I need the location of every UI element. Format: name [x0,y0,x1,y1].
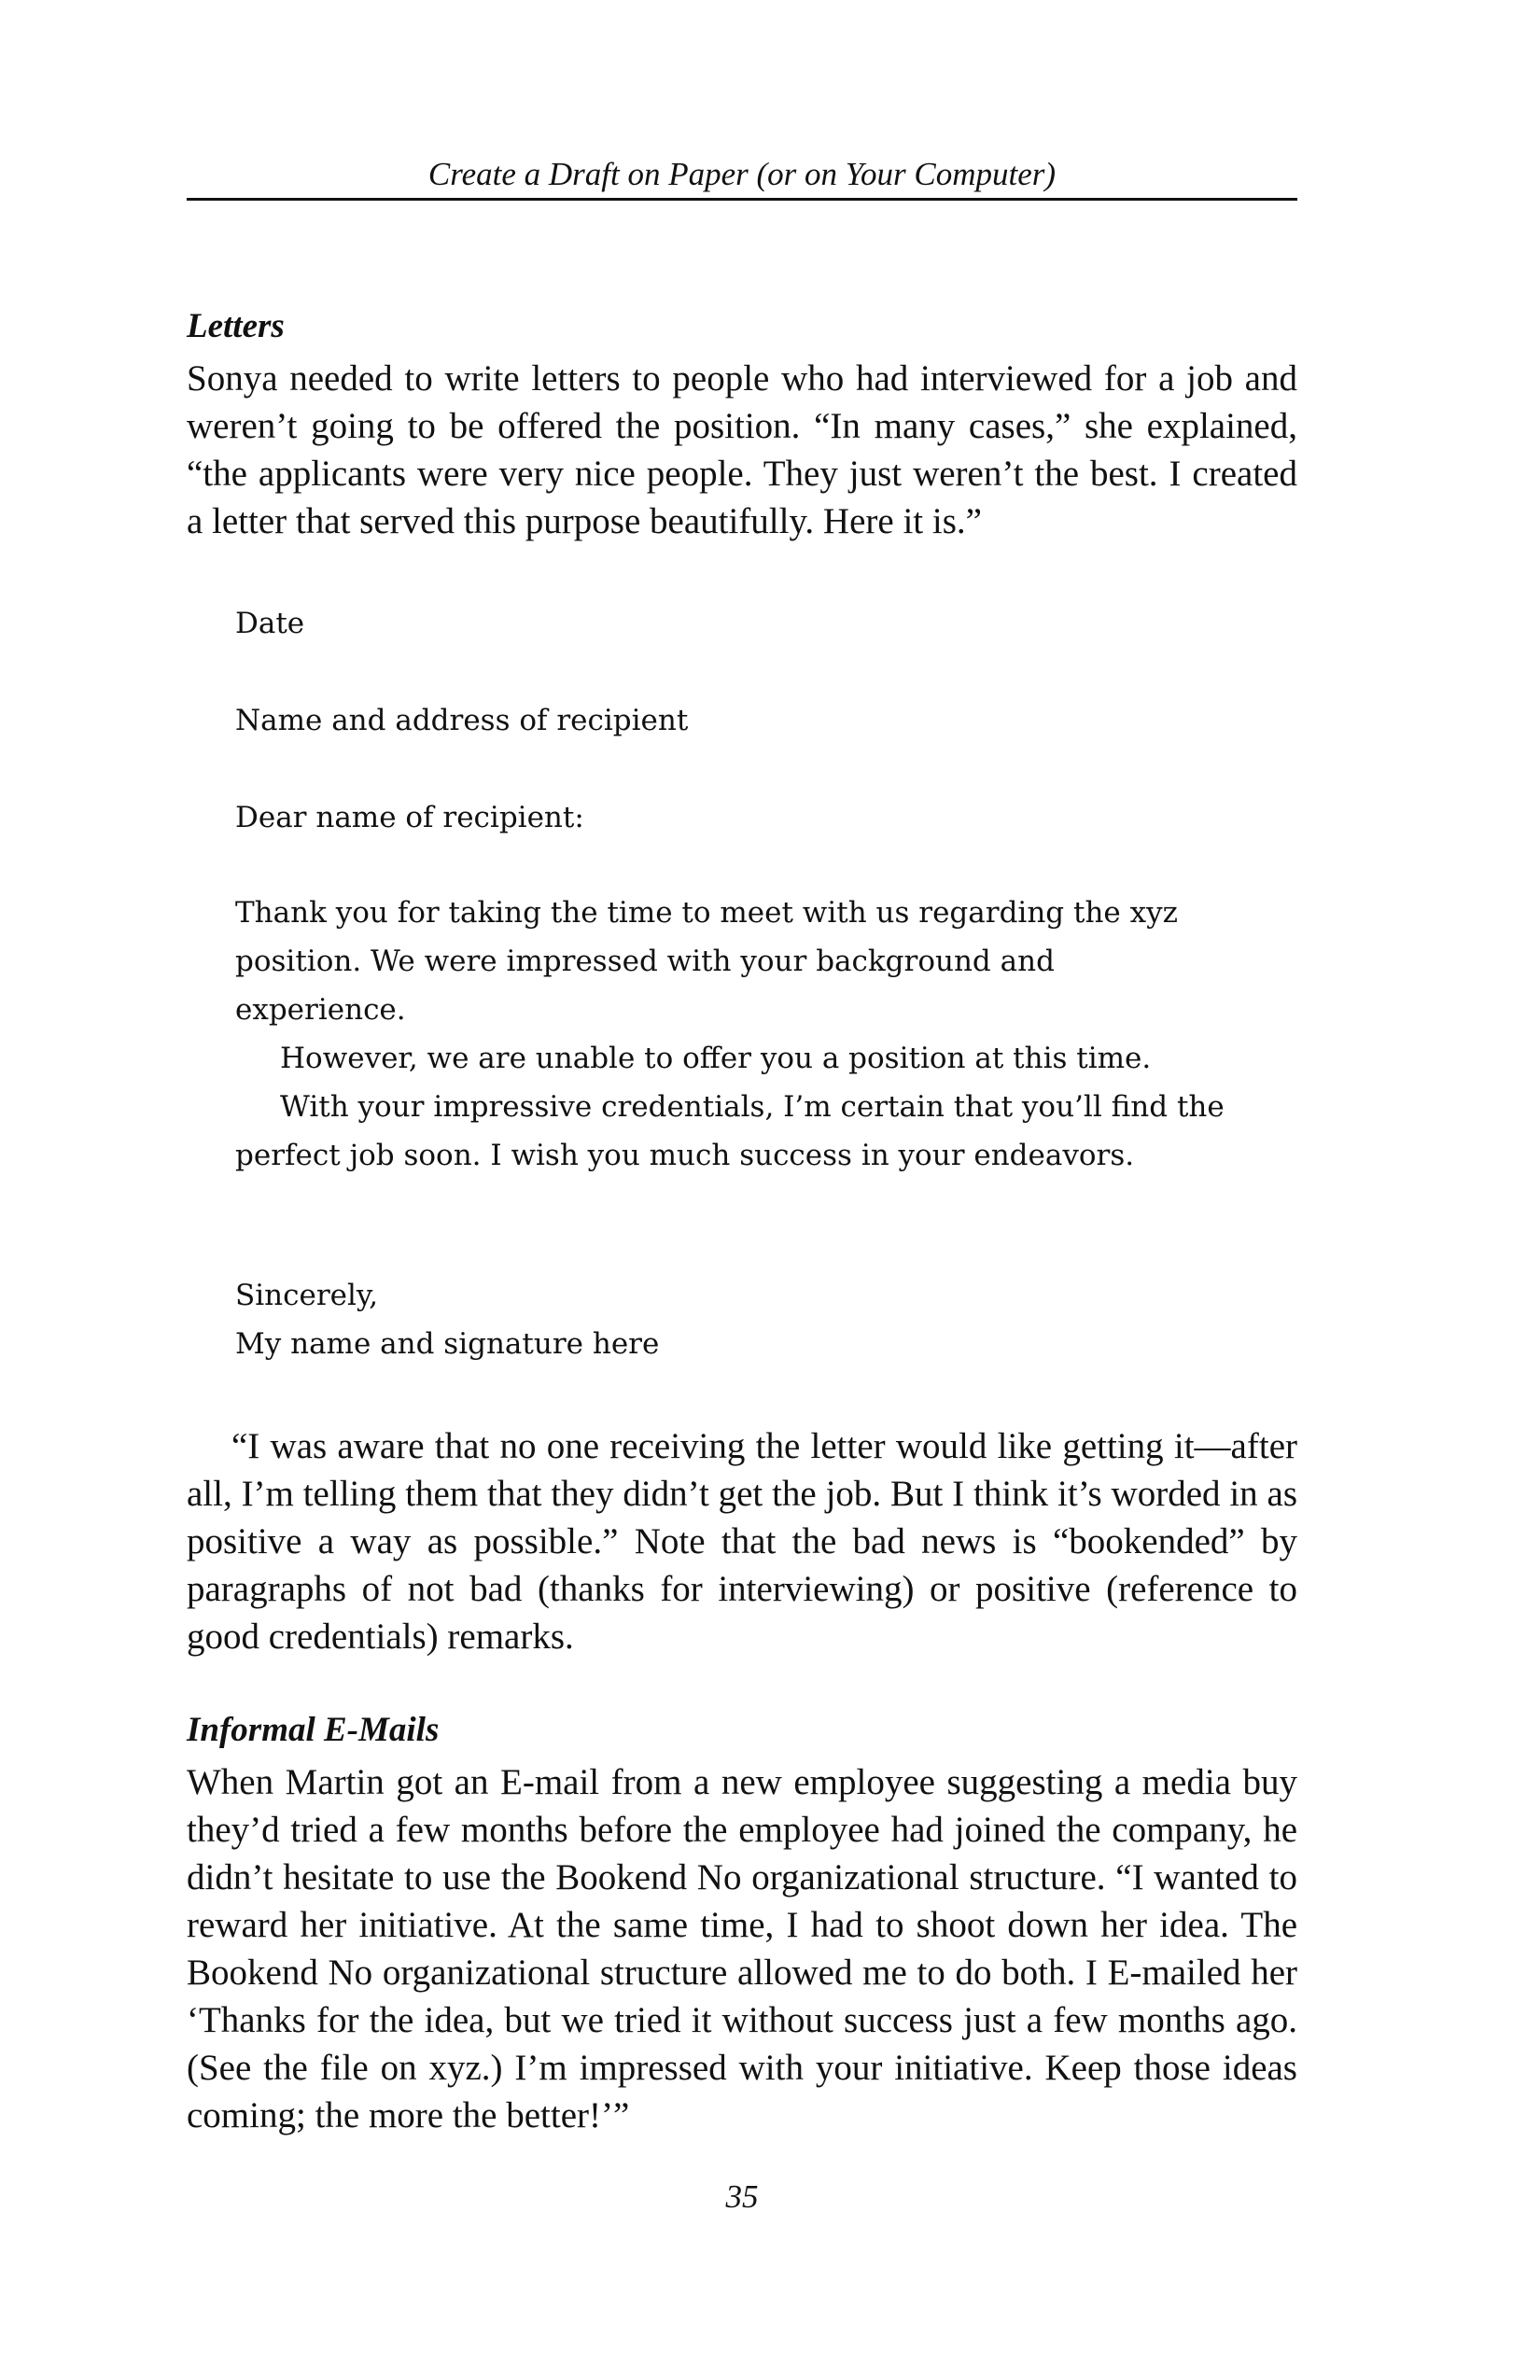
letters-intro-paragraph: Sonya needed to write letters to people who had interviewed for a job and weren’t going to be offered the position. “In many cases,” she explained, “the applicants were very nice people. They just weren’t the best. I created a letter that served this purpose beautifully. Here it is.” [187,358,1297,541]
letter-closing: Sincerely, [235,1279,379,1312]
sample-letter [235,599,1262,648]
letters-follow-up-paragraph: “I was aware that no one receiving the letter would like getting it—after all, I’m telling them that they didn’t get the job. But I think it’s worded in as positive a way as possible.” Note that the bad news is “bookended” by paragraphs of not bad (thanks for interviewing) or positive (reference to good credentials) remarks. [187,1426,1297,1657]
section-title-letters: Letters [187,307,285,345]
letter-paragraph-3: With your impressive credentials, I’m certain that you’ll find the perfect job soon. I wish you much success in your endeavors. [235,1090,1225,1172]
running-head: Create a Draft on Paper (or on Your Computer) [427,156,1057,192]
page-number: 35 [725,2178,759,2215]
informal-emails-paragraph: When Martin got an E-mail from a new employee suggesting a media buy they’d tried a few months before the employee had joined the company, he didn’t hesitate to use the Bookend No organizational structure. “I wanted to reward her initiative. At the same time, I had to shoot down her idea. The Bookend No organizational structure allowed me to do both. I E-mailed her ‘Thanks for the idea, but we tried it without success just a few months ago. (See the file on xyz.) I’m impressed with your initiative. Keep those ideas coming; the more the better!’” [187,1762,1297,2135]
section-title-informal-emails: Informal E-Mails [187,1711,440,1749]
letter-paragraph-1: Thank you for taking the time to meet with us regarding the xyz position. We were impressed with your background and experience. [235,896,1178,1027]
sample-letter-recipient-block [235,696,1262,745]
letter-salutation: Dear name of recipient: [235,801,584,834]
header-rule [187,198,1297,201]
letter-date: Date [235,607,305,640]
sample-letter-salutation-block [235,793,1262,842]
sample-letter-body [235,889,1225,1180]
letter-paragraph-2: However, we are unable to offer you a position at this time. [280,1042,1152,1075]
letter-signature: My name and signature here [235,1327,660,1361]
letter-recipient: Name and address of recipient [235,704,689,737]
sample-letter-closing-block [235,1271,1262,1368]
